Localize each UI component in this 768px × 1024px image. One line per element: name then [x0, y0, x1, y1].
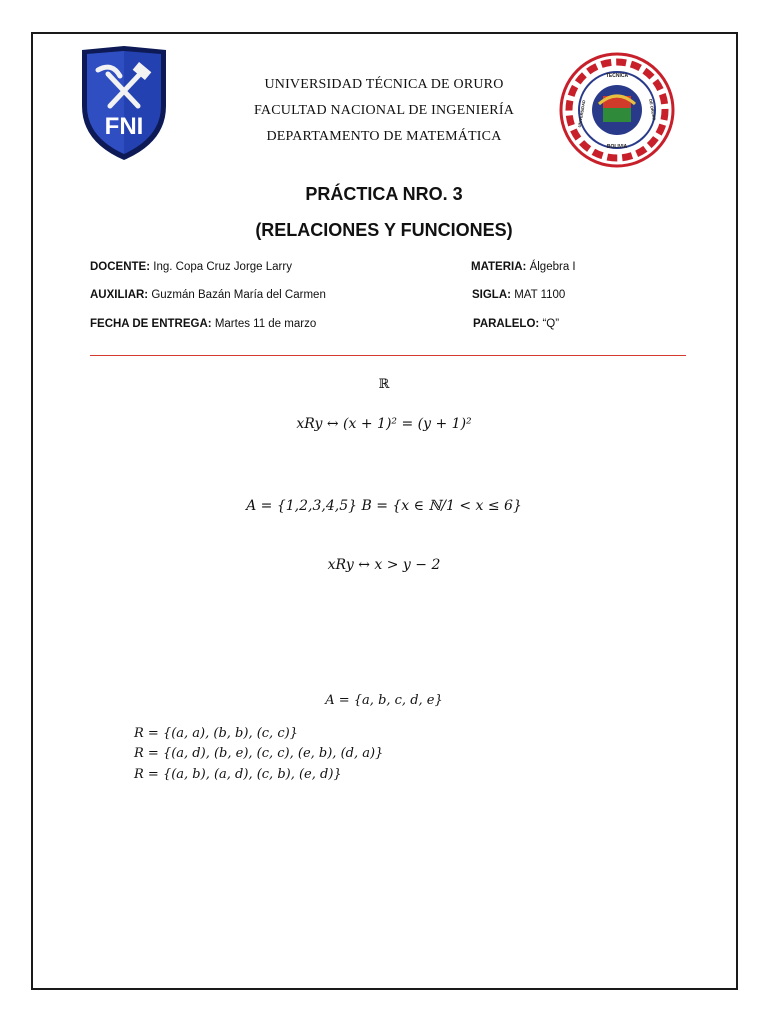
relation-equation-1: xRy ↔ (x + 1)² = (y + 1)²: [296, 416, 472, 432]
paralelo-value: “Q”: [542, 318, 560, 330]
docente-label: DOCENTE:: [90, 261, 151, 273]
materia-label: MATERIA:: [471, 261, 527, 273]
sigla-row: [472, 289, 565, 301]
practice-title: PRÁCTICA NRO. 3: [305, 184, 463, 204]
set-a-definition: A = {a, b, c, d, e}: [325, 693, 443, 708]
practice-subtitle: (RELACIONES Y FUNCIONES): [255, 220, 513, 240]
relation-r3: R = {(a, b), (a, d), (c, b), (e, d)}: [134, 767, 342, 782]
reals-symbol: ℝ: [378, 376, 390, 391]
university-name: UNIVERSIDAD TÉCNICA DE ORURO: [264, 77, 504, 92]
docente-value: Ing. Copa Cruz Jorge Larry: [153, 261, 292, 273]
svg-text:DE ORURO: DE ORURO: [648, 98, 657, 121]
materia-row: [471, 261, 576, 273]
department-name: DEPARTAMENTO DE MATEMÁTICA: [266, 129, 502, 144]
paralelo-label: PARALELO:: [473, 318, 540, 330]
svg-text:UNIVERSIDAD: UNIVERSIDAD: [576, 99, 587, 128]
auxiliar-label: AUXILIAR:: [90, 289, 149, 301]
relation-r1: R = {(a, a), (b, b), (c, c)}: [134, 726, 298, 741]
materia-value: Álgebra I: [529, 261, 576, 273]
svg-text:BOLIVIA: BOLIVIA: [606, 144, 628, 150]
fecha-row: [90, 318, 316, 330]
header-divider: [90, 355, 686, 356]
fecha-value: Martes 11 de marzo: [214, 318, 317, 330]
relation-equation-2: xRy ↔ x > y − 2: [327, 557, 441, 573]
sets-definition: A = {1,2,3,4,5} B = {x ∈ ℕ/1 < x ≤ 6}: [246, 498, 522, 514]
svg-text:FNI: FNI: [104, 113, 144, 140]
auxiliar-row: [90, 289, 326, 301]
docente-row: [90, 261, 292, 273]
svg-text:TECNICA: TECNICA: [605, 73, 629, 79]
sigla-value: MAT 1100: [514, 289, 566, 301]
relation-r2: R = {(a, d), (b, e), (c, c), (e, b), (d, a)}: [134, 746, 384, 761]
paralelo-row: [473, 318, 559, 330]
fecha-label: FECHA DE ENTREGA:: [90, 318, 212, 330]
auxiliar-value: Guzmán Bazán María del Carmen: [151, 289, 326, 301]
sigla-label: SIGLA:: [472, 289, 511, 301]
faculty-name: FACULTAD NACIONAL DE INGENIERÍA: [253, 103, 515, 118]
